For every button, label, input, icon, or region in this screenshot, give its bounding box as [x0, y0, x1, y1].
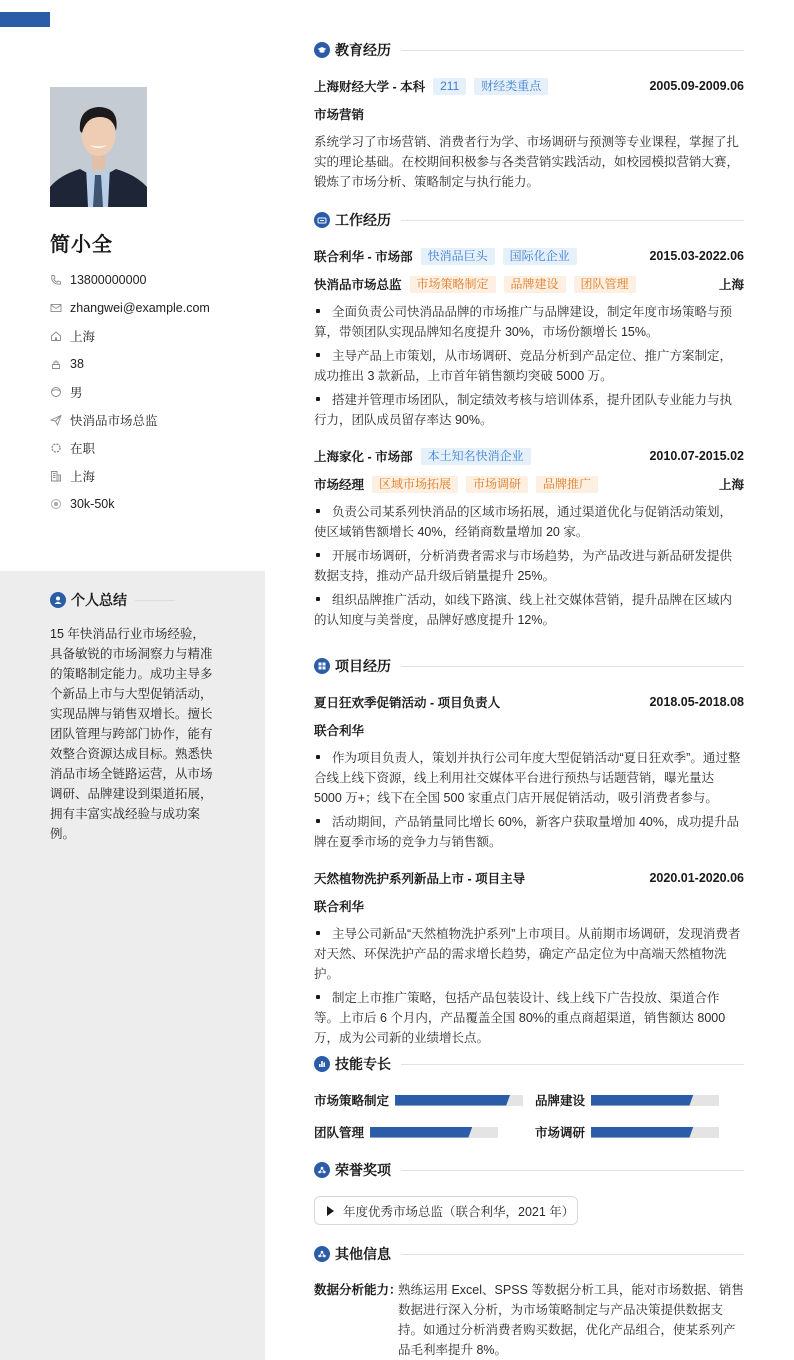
bar-chart-icon [314, 1056, 330, 1072]
company-tag: 本土知名快消企业 [421, 448, 531, 465]
other-header [314, 1244, 744, 1264]
contact-info-list [50, 266, 210, 518]
work-title: 工作经历 [335, 212, 391, 228]
job-period: 2010.07-2015.02 [649, 449, 744, 463]
other-value: 熟练运用 Excel、SPSS 等数据分析工具，能对市场数据、销售数据进行深入分析，为市场策略制定与产品决策提供数据支持。如通过分析消费者购买数据，优化产品组合，使某系列产品毛利率提升 8%。 [398, 1283, 744, 1357]
skill-item [314, 1092, 523, 1108]
job-role-row [314, 274, 744, 294]
summary-header [50, 590, 160, 610]
caret-right-icon [327, 1206, 334, 1216]
project-bullets [314, 748, 744, 856]
school-name: 上海财经大学 - 本科 [314, 80, 426, 94]
project-org-row [314, 896, 744, 916]
job-company: 上海家化 - 市场部 [314, 450, 413, 464]
info-gender [50, 378, 210, 406]
role-tag: 品牌建设 [504, 276, 566, 293]
education-school-row [314, 76, 744, 96]
gender-value: 男 [70, 386, 83, 400]
skills-header [314, 1054, 744, 1074]
job-period: 2015.03-2022.06 [649, 249, 744, 263]
info-status [50, 434, 210, 462]
list-item: 活动期间，产品销量同比增长 60%，新客户获取量增加 40%，成功提升品牌在夏季市场的竞争力与销售额。 [314, 815, 739, 849]
education-major-row [314, 104, 744, 124]
divider [401, 1170, 744, 1171]
skill-name: 市场调研 [535, 1126, 586, 1140]
residence-value: 上海 [70, 330, 96, 344]
list-item: 制定上市推广策略，包括产品包装设计、线上线下广告投放、渠道合作等。上市后 6 个月内，产品覆盖全国 80%的重点商超渠道，销售额达 8000 万，成为公司新的业绩增长点。 [314, 991, 726, 1045]
skill-bar-fill [370, 1127, 472, 1138]
job-company-row [314, 246, 744, 266]
skill-bar [591, 1127, 719, 1138]
education-title: 教育经历 [335, 42, 391, 58]
list-item: 全面负责公司快消品品牌的市场推广与品牌建设，制定年度市场策略与预算，带领团队实现品牌知名度提升 30%，市场份额增长 15%。 [314, 305, 733, 339]
send-icon [50, 414, 62, 426]
divider [135, 600, 175, 601]
info-phone [50, 266, 210, 294]
skills-title: 技能专长 [335, 1056, 391, 1072]
info-network-icon [314, 1246, 330, 1262]
job-role: 市场经理 [314, 478, 365, 492]
info-email [50, 294, 210, 322]
list-item: 作为项目负责人，策划并执行公司年度大型促销活动“夏日狂欢季”。通过整合线上线下资源，线上利用社交媒体平台进行预热与话题营销，曝光量达 5000 万+；线下在全国 500 家重点门店开展促销活动，吸引消费者参与。 [314, 751, 741, 805]
candidate-name: 简小全 [50, 234, 113, 256]
status-value: 在职 [70, 442, 96, 456]
info-age [50, 350, 210, 378]
projects-title: 项目经历 [335, 658, 391, 674]
skill-item [535, 1124, 719, 1140]
list-item: 组织品牌推广活动，如线下路演、线上社交媒体营销，提升品牌在区域内的认知度与美誉度，品牌好感度提升 12%。 [314, 593, 733, 627]
list-item: 主导公司新品“天然植物洗护系列”上市项目。从前期市场调研，发现消费者对天然、环保洗护产品的需求增长趋势，确定产品定位为中高端天然植物洗护。 [314, 927, 741, 981]
info-target-position [50, 406, 210, 434]
summary-title: 个人总结 [71, 592, 127, 608]
salary-icon [50, 498, 62, 510]
skill-name: 品牌建设 [535, 1094, 586, 1108]
mail-icon [50, 302, 62, 314]
summary-text: 15 年快消品行业市场经验，具备敏锐的市场洞察力与精准的策略制定能力。成功主导多个新品上市与大型促销活动，实现品牌与销售双增长。擅长团队管理与跨部门协作，能有效整合资源达成目标。熟悉快消品市场全链路运营，从市场调研、品牌建设到渠道拓展，拥有丰富实战经验与成功案例。 [50, 627, 213, 841]
divider [401, 1254, 744, 1255]
divider [401, 1064, 744, 1065]
briefcase-icon [314, 212, 330, 228]
phone-icon [50, 274, 62, 286]
project-name-row [314, 692, 744, 712]
project-name: 夏日狂欢季促销活动 - 项目负责人 [314, 696, 501, 710]
list-item: 主导产品上市策划，从市场调研、竞品分析到产品定位、推广方案制定，成功推出 3 款新品，上市首年销售额均突破 5000 万。 [314, 349, 733, 383]
divider [401, 666, 744, 667]
project-name-row [314, 868, 744, 888]
skill-name: 团队管理 [314, 1126, 365, 1140]
skill-bar [591, 1095, 719, 1106]
project-org: 联合利华 [314, 900, 365, 914]
info-residence [50, 322, 210, 350]
award-text: 年度优秀市场总监（联合利华，2021 年） [343, 1204, 575, 1219]
list-item: 搭建并管理市场团队，制定绩效考核与培训体系，提升团队专业能力与执行力，团队成员留存率达 90%。 [314, 393, 733, 427]
skill-bar-fill [591, 1127, 693, 1138]
role-tag: 团队管理 [574, 276, 636, 293]
job-role: 快消品市场总监 [314, 278, 402, 292]
gender-icon [50, 386, 62, 398]
education-header [314, 40, 744, 60]
skill-item [314, 1124, 498, 1140]
job-company-row [314, 446, 744, 466]
age-value: 38 [70, 357, 84, 371]
awards-header [314, 1160, 744, 1180]
company-tag: 快消品巨头 [421, 248, 495, 265]
salary-value: 30k-50k [70, 497, 115, 511]
role-tag: 市场策略制定 [410, 276, 496, 293]
skill-name: 市场策略制定 [314, 1094, 390, 1108]
job-location: 上海 [718, 478, 744, 492]
education-period: 2005.09-2009.06 [649, 79, 744, 93]
info-salary [50, 490, 210, 518]
building-icon [50, 470, 62, 482]
target-city-value: 上海 [70, 470, 96, 484]
list-item: 开展市场调研，分析消费者需求与市场趋势，为产品改进与新品研发提供数据支持，推动产品升级后销量提升 25%。 [314, 549, 733, 583]
graduation-cap-icon [314, 42, 330, 58]
role-tag: 品牌推广 [536, 476, 598, 493]
education-major: 市场营销 [314, 108, 365, 122]
project-org: 联合利华 [314, 724, 365, 738]
education-description: 系统学习了市场营销、消费者行为学、市场调研与预测等专业课程，掌握了扎实的理论基础。在校期间积极参与各类营销实践活动，如校园模拟营销大赛，锻炼了市场分析、策略制定与执行能力。 [314, 135, 740, 189]
project-org-row [314, 720, 744, 740]
project-bullets [314, 924, 744, 1052]
divider [401, 220, 744, 221]
list-item: 负责公司某系列快消品的区域市场拓展，通过渠道优化与促销活动策划，使区域销售额增长 40%，经销商数量增加 20 家。 [314, 505, 733, 539]
skill-bar [395, 1095, 523, 1106]
education-tag: 211 [433, 78, 466, 95]
other-title: 其他信息 [335, 1246, 391, 1262]
other-label: 数据分析能力： [314, 1283, 402, 1297]
project-period: 2018.05-2018.08 [649, 695, 744, 709]
job-location: 上海 [718, 278, 744, 292]
target-position-value: 快消品市场总监 [70, 414, 158, 428]
grid-icon [314, 658, 330, 674]
project-period: 2020.01-2020.06 [649, 871, 744, 885]
role-tag: 市场调研 [466, 476, 528, 493]
phone-value: 13800000000 [70, 273, 147, 287]
job-role-row [314, 474, 744, 494]
email-value: zhangwei@example.com [70, 301, 210, 315]
skill-bar-fill [591, 1095, 693, 1106]
projects-header [314, 656, 744, 676]
job-bullets [314, 502, 744, 634]
sidebar [0, 0, 265, 1360]
job-bullets [314, 302, 744, 434]
age-icon [50, 358, 62, 370]
job-company: 联合利华 - 市场部 [314, 250, 413, 264]
skill-bar [370, 1127, 498, 1138]
award-icon [314, 1162, 330, 1178]
user-icon [50, 592, 66, 608]
education-tag: 财经类重点 [474, 78, 548, 95]
company-tag: 国际化企业 [503, 248, 577, 265]
role-tag: 区域市场拓展 [372, 476, 458, 493]
skill-item [535, 1092, 719, 1108]
awards-title: 荣誉奖项 [335, 1162, 391, 1178]
other-item [314, 1280, 744, 1360]
award-item[interactable] [314, 1196, 578, 1225]
profile-photo [50, 87, 147, 207]
project-name: 天然植物洗护系列新品上市 - 项目主导 [314, 872, 526, 886]
divider [401, 50, 744, 51]
info-target-city [50, 462, 210, 490]
home-icon [50, 330, 62, 342]
work-header [314, 210, 744, 230]
skill-bar-fill [395, 1095, 510, 1106]
status-icon [50, 442, 62, 454]
